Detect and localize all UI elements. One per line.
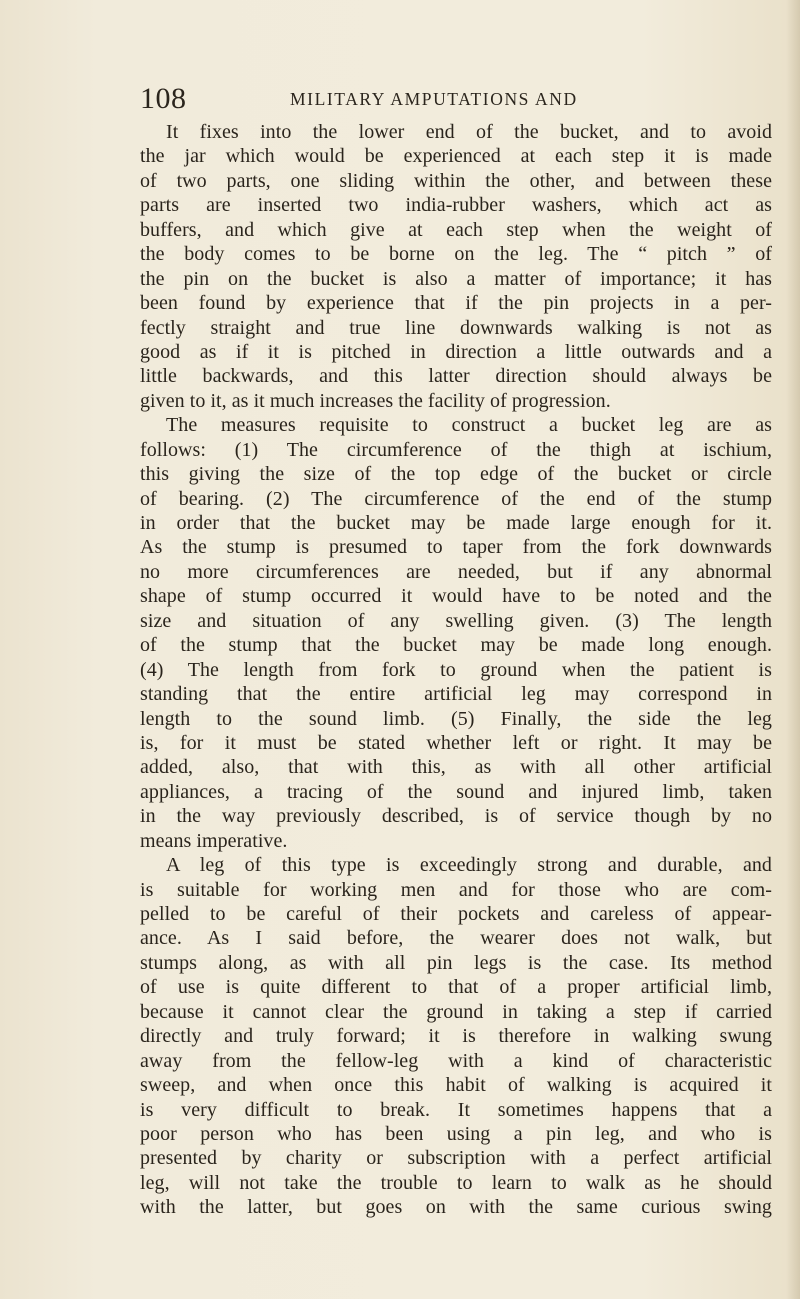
text-line: in the way previously described, is of service though by no — [140, 805, 772, 828]
text-line: been found by experience that if the pin projects in a per- — [140, 292, 772, 315]
text-line: poor person who has been using a pin leg, and who is — [140, 1122, 772, 1145]
text-line: of two parts, one sliding within the other, and between these — [140, 169, 772, 192]
text-line: means imperative. — [140, 829, 288, 852]
text-line: size and situation of any swelling given. (3) The length — [140, 609, 772, 632]
text-line: As the stump is presumed to taper from the fork downwards — [140, 536, 772, 559]
text-line: the pin on the bucket is also a matter of importance; it has — [140, 267, 772, 290]
text-line: this giving the size of the top edge of the bucket or circle — [140, 463, 772, 486]
text-line: appliances, a tracing of the sound and injured limb, taken — [140, 780, 772, 803]
text-line: because it cannot clear the ground in taking a step if carried — [140, 1000, 772, 1023]
page-edge-shadow — [786, 0, 800, 1299]
running-head: MILITARY AMPUTATIONS AND — [290, 89, 578, 109]
text-line: length to the sound limb. (5) Finally, the side the leg — [140, 707, 772, 730]
text-line: presented by charity or subscription with a perfect artificial — [140, 1147, 772, 1170]
text-line: pelled to be careful of their pockets and careless of appear- — [140, 903, 772, 925]
text-line: good as if it is pitched in direction a little outwards and a — [140, 340, 772, 363]
text-line: the jar which would be experienced at each step it is made — [140, 145, 772, 168]
text-line: It fixes into the lower end of the bucket, and to avoid — [166, 121, 772, 143]
page-number: 108 — [140, 82, 187, 115]
text-line: parts are inserted two india-rubber washers, which act as — [140, 194, 772, 217]
text-line: follows: (1) The circumference of the thigh at ischium, — [140, 438, 772, 461]
text-line: is very difficult to break. It sometimes happens that a — [140, 1098, 772, 1121]
text-line: away from the fellow-leg with a kind of characteristic — [140, 1049, 772, 1072]
text-line: is, for it must be stated whether left or right. It may be — [140, 731, 772, 754]
text-line: The measures requisite to construct a bucket leg are as — [166, 414, 772, 437]
text-line: ance. As I said before, the wearer does not walk, but — [140, 927, 772, 950]
text-line: stumps along, as with all pin legs is the case. Its method — [140, 951, 772, 974]
text-line: given to it, as it much increases the facility of progression. — [140, 389, 611, 412]
text-line: (4) The length from fork to ground when the patient is — [140, 658, 772, 681]
text-line: directly and truly forward; it is therefore in walking swung — [140, 1025, 772, 1048]
text-line: the body comes to be borne on the leg. The “ pitch ” of — [140, 243, 772, 266]
body-text — [140, 120, 772, 1220]
text-line: shape of stump occurred it would have to be noted and the — [140, 585, 772, 608]
text-line: standing that the entire artificial leg may correspond in — [140, 683, 772, 706]
text-line: is suitable for working men and for those who are com- — [140, 878, 772, 901]
text-line: added, also, that with this, as with all other artificial — [140, 756, 772, 779]
text-line: fectly straight and true line downwards walking is not as — [140, 316, 772, 339]
text-line: little backwards, and this latter direction should always be — [140, 365, 772, 388]
text-line: in order that the bucket may be made large enough for it. — [140, 512, 772, 534]
text-line: leg, will not take the trouble to learn to walk as he should — [140, 1171, 772, 1194]
text-line: with the latter, but goes on with the same curious swing — [140, 1196, 772, 1219]
page-header — [140, 82, 740, 116]
text-line: buffers, and which give at each step when the weight of — [140, 218, 772, 241]
text-line: no more circumferences are needed, but if any abnormal — [140, 560, 772, 583]
text-line: of the stump that the bucket may be made long enough. — [140, 634, 772, 657]
text-line: A leg of this type is exceedingly strong and durable, and — [166, 854, 772, 877]
text-line: of use is quite different to that of a proper artificial limb, — [140, 976, 772, 999]
text-line: sweep, and when once this habit of walking is acquired it — [140, 1074, 772, 1097]
text-line: of bearing. (2) The circumference of the end of the stump — [140, 487, 772, 510]
